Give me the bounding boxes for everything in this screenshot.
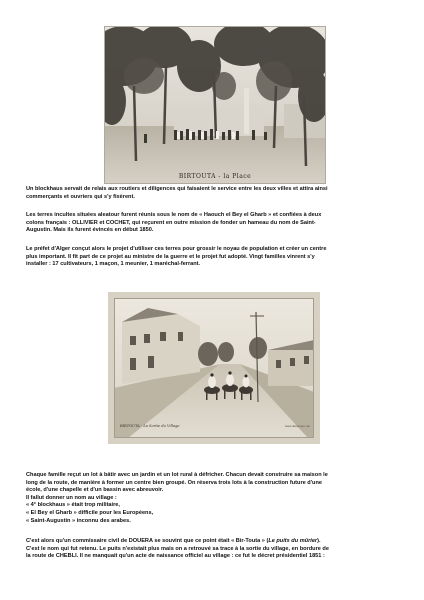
text-line: long de la route, de manière à former un centre bien groupé. On réserva trois lots à la construction future d'une <box>26 479 322 486</box>
text-line: la route de CHEBLI. Il ne manquait qu'un acte de naissance officiel au village : ce fut le décret présidentiel 1851 : <box>26 553 325 560</box>
text-segment: ). <box>317 538 321 544</box>
text-line: plus important. Il fit part de ce projet au ministre de la guerre et le projet fut adopté. Vingt familles vinrent s'y <box>26 253 315 260</box>
photo-caption: BIRTOUTA - la Place <box>178 173 252 180</box>
text-line: Un blockhaus servait de relais aux routiers et diligences qui faisaient le service entre les deux villes et attira ainsi <box>26 186 328 192</box>
paragraph-bir-touta <box>26 538 398 561</box>
text-line: commerçants et ouvriers qui s'y fixèrent. <box>26 193 135 200</box>
text-line: installer : 17 cultivateurs, 1 maçon, 1 meunier, 1 maréchal-ferrant. <box>26 261 201 268</box>
photo-caption: BIRTOUTA - La Sortie du Village <box>120 424 180 428</box>
paragraph-terres-incultes <box>26 212 398 235</box>
paragraph-prefet <box>26 246 398 269</box>
italic-translation: Le puits du mûrier <box>268 538 318 544</box>
text-line: C'est le nom qui fut retenu. Le puits n'existait plus mais on a retrouvé sa trace à la sortie du village, en bordure de <box>26 545 329 552</box>
paragraph-blockhaus <box>26 186 398 201</box>
photo-sortie-du-village <box>108 292 320 444</box>
text-line <box>26 538 398 546</box>
text-line: Le préfet d'Alger conçut alors le projet d'utiliser ces terres pour grossir le noyau de population et créer un centre <box>26 246 327 252</box>
text-line: Augustin. Mais ils furent évincés en début 1850. <box>26 227 154 234</box>
photo-la-place-image <box>104 26 326 184</box>
photo-birtouta-la-place <box>104 26 326 184</box>
text-line: « Saint-Augustin » inconnu des arabes. <box>26 517 131 524</box>
text-line: « El Bey el Gharb » difficile pour les Européens, <box>26 509 154 516</box>
watermark: www.delcampe.net <box>284 424 310 428</box>
text-line: colons français : OLLIVIER et COCHET, qui reçurent en outre mission de fonder un hameau du nom de Saint- <box>26 219 316 226</box>
text-line: Il fallut donner un nom au village : <box>26 494 117 501</box>
photo-sortie-image <box>108 292 320 444</box>
text-line: « 4° blockhaus » était trop militaire, <box>26 502 120 509</box>
text-line: Les terres incultes situées aleatour furent réunis sous le nom de « Haouch el Bey el Gharb » et confiées à deux <box>26 212 322 218</box>
text-line: Chaque famille reçut un lot à bâtir avec un jardin et un lot rural à défricher. Chacun devait construire sa maison le <box>26 472 328 478</box>
text-segment: C'est alors qu'un commissaire civil de DOUERA se souvint que ce point était « Bir-Touta » ( <box>26 538 269 544</box>
paragraph-chaque-famille <box>26 472 398 525</box>
text-line: école, d'une chapelle et d'un bassin avec abreuvoir. <box>26 487 164 494</box>
